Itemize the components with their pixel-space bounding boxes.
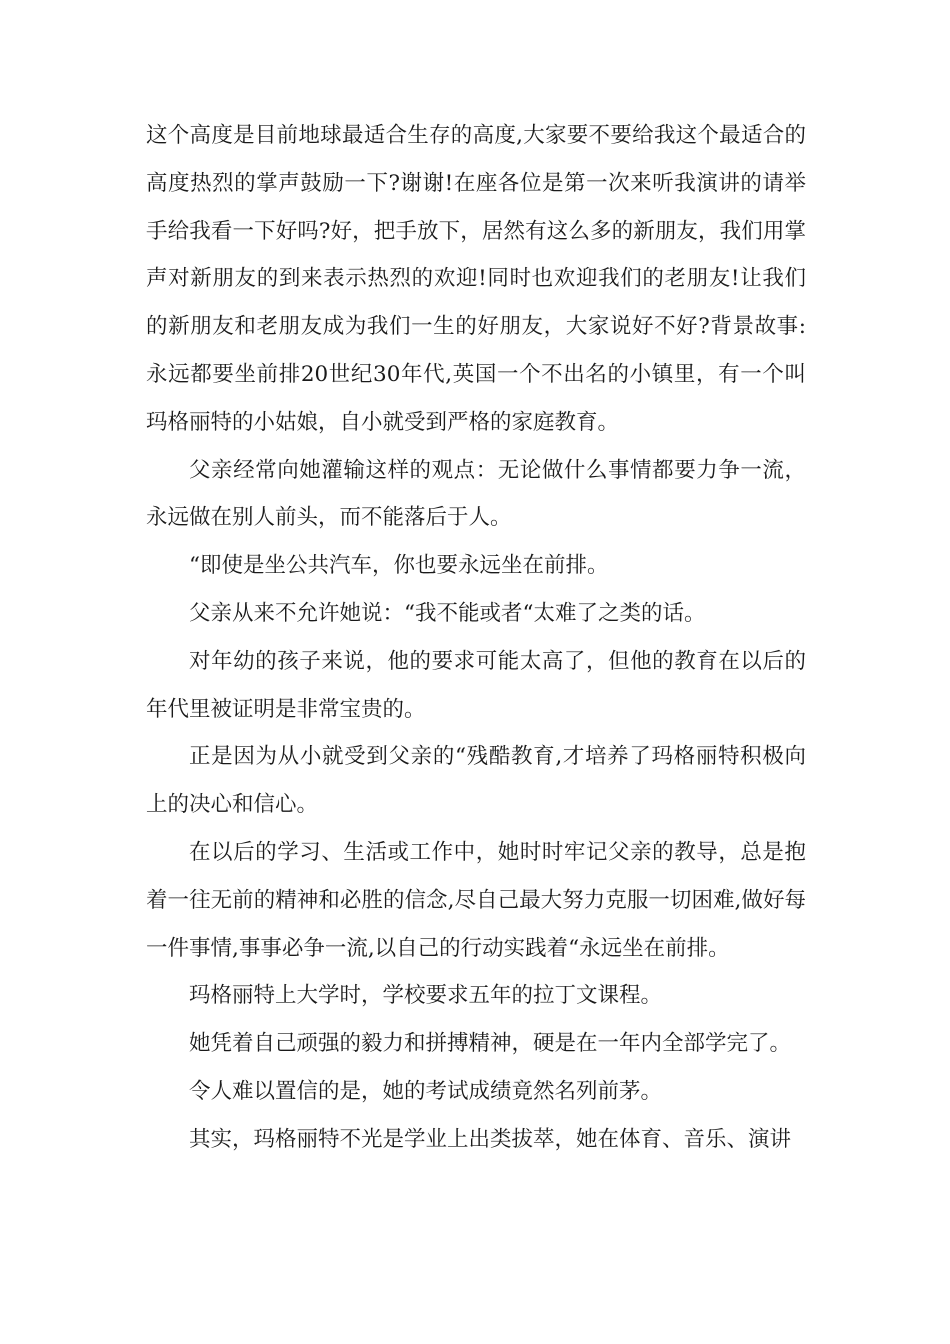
paragraph-6: 正是因为从小就受到父亲的“残酷教育,才培养了玛格丽特积极向上的决心和信心。	[146, 744, 806, 818]
paragraph-5: 对年幼的孩子来说，他的要求可能太高了，但他的教育在以后的年代里被证明是非常宝贵的。	[146, 648, 806, 722]
paragraph-3: “即使是坐公共汽车，你也要永远坐在前排。	[189, 553, 609, 579]
document-body	[146, 112, 806, 1164]
paragraph-9: 她凭着自己顽强的毅力和拼搏精神，硬是在一年内全部学完了。	[189, 1031, 792, 1057]
paragraph-11: 其实，玛格丽特不光是学业上出类拔萃，她在体育、音乐、演讲	[189, 1126, 792, 1152]
paragraph-10: 令人难以置信的是，她的考试成绩竟然名列前茅。	[189, 1078, 663, 1104]
paragraph-8: 玛格丽特上大学时，学校要求五年的拉丁文课程。	[189, 983, 663, 1009]
paragraph-4: 父亲从来不允许她说：“我不能或者“太难了之类的话。	[189, 600, 706, 626]
paragraph-7: 在以后的学习、生活或工作中，她时时牢记父亲的教导，总是抱着一往无前的精神和必胜的信念,尽自己最大努力克服一切困难,做好每一件事情,事事必争一流,以自己的行动实践着“永远坐在前排。	[146, 839, 806, 961]
paragraph-2: 父亲经常向她灌输这样的观点：无论做什么事情都要力争一流，永远做在别人前头，而不能落后于人。	[146, 457, 806, 531]
paragraph-1: 这个高度是目前地球最适合生存的高度,大家要不要给我这个最适合的高度热烈的掌声鼓励一下?谢谢!在座各位是第一次来听我演讲的请举手给我看一下好吗?好，把手放下，居然有这么多的新朋友，我们用掌声对新朋友的到来表示热烈的欢迎!同时也欢迎我们的老朋友!让我们的新朋友和老朋友成为我们一生的好朋友，大家说好不好?背景故事:永远都要坐前排20世纪30年代,英国一个不出名的小镇里，有一个叫玛格丽特的小姑娘，自小就受到严格的家庭教育。	[146, 123, 806, 435]
